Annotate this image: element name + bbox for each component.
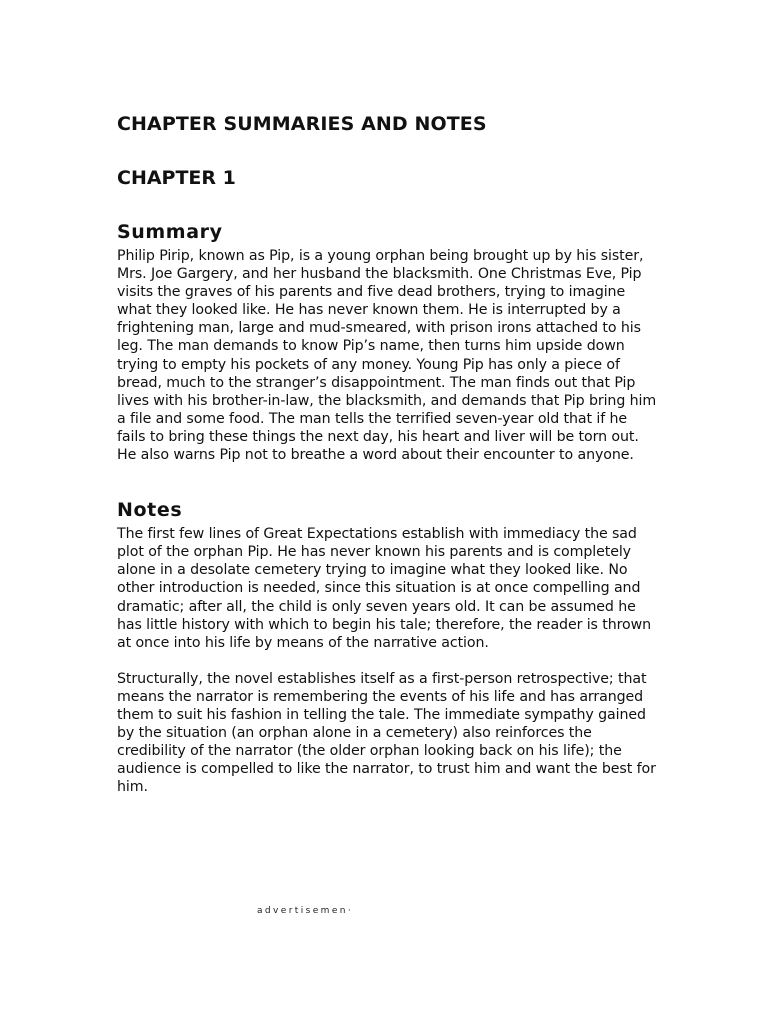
notes-heading: Notes bbox=[117, 499, 183, 522]
notes-section bbox=[117, 498, 657, 796]
notes-paragraph-1: The first few lines of Great Expectations establish with immediacy the sad plot of the orphan Pip. He has never known his parents and is completely alone in a desolate cemetery trying to imagine what they looked like. No other introduction is needed, since this situation is at once compelling and dramatic; after all, the child is only seven years old. It can be assumed he has little history with which to begin his tale; therefore, the reader is thrown at once into his life by means of the narrative action. bbox=[117, 526, 652, 651]
document-title: CHAPTER SUMMARIES AND NOTES bbox=[117, 113, 487, 135]
summary-paragraph: Philip Pirip, known as Pip, is a young orphan being brought up by his sister, Mrs. Joe Gargery, and her husband the blacksmith. One Christmas Eve, Pip visits the graves of his parents and five dead brothers, trying to imagine what they looked like. He has never known them. He is interrupted by a frightening man, large and mud-smeared, with prison irons attached to his leg. The man demands to know Pip’s name, then turns him upside down trying to empty his pockets of any money. Young Pip has only a piece of bread, much to the stranger’s disappointment. The man finds out that Pip lives with his brother-in-law, the blacksmith, and demands that Pip bring him a file and some food. The man tells the terrified seven-year old that if he fails to bring these things the next day, his heart and liver will be torn out. He also warns Pip not to breathe a word about their encounter to anyone. bbox=[117, 248, 657, 464]
advertisement-label: advertisemen· bbox=[257, 906, 354, 916]
notes-paragraph-2: Structurally, the novel establishes itself as a first-person retrospective; that means the narrator is remembering the events of his life and has arranged them to suit his fashion in telling the tale. The immediate sympathy gained by the situation (an orphan alone in a cemetery) also reinforces the credibility of the narrator (the older orphan looking back on his life); the audience is compelled to like the narrator, to trust him and want the best for him. bbox=[117, 670, 656, 796]
summary-heading: Summary bbox=[117, 221, 223, 243]
chapter-title: CHAPTER 1 bbox=[117, 167, 236, 189]
document-page bbox=[117, 112, 657, 796]
summary-section bbox=[117, 220, 657, 464]
